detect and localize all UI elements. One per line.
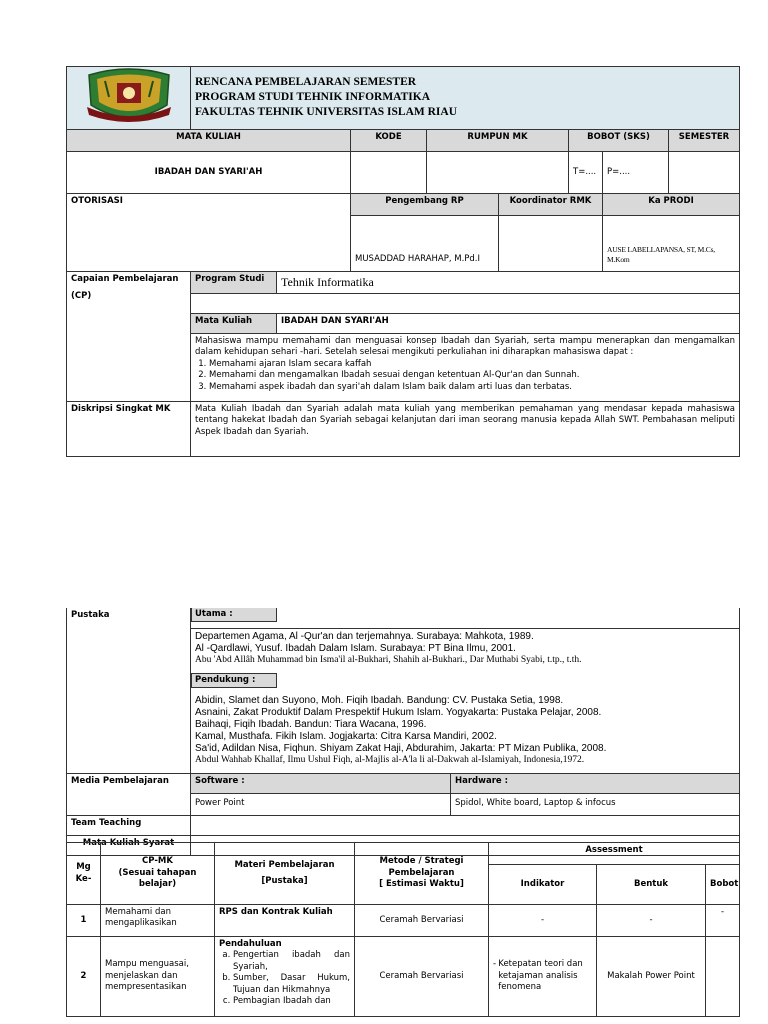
cp-description <box>191 334 740 402</box>
plan-table <box>66 842 740 1017</box>
mk-label: Mata Kuliah <box>191 314 277 334</box>
row-no: 1 <box>67 905 101 937</box>
prodi-label: Program Studi <box>191 272 277 294</box>
team-teaching-value <box>191 815 740 835</box>
title-line-2: PROGRAM STUDI TEHNIK INFORMATIKA <box>195 91 431 104</box>
rps-header-table <box>66 66 740 272</box>
team-teaching-label: Team Teaching <box>67 815 191 835</box>
pendukung-label: Pendukung : <box>191 673 277 688</box>
table-row <box>67 905 740 937</box>
bobot-p: P=.... <box>603 152 669 194</box>
ref-item: Sa'id, Adildan Nisa, Fiqhun. Shiyam Zakat Haji, Abdurahim, Jakarta: PT Mizan Publika, 2008. <box>195 743 607 754</box>
ref-item: Abdul Wahhab Khallaf, Ilmu Ushul Fiqh, al-Majlis al-A'la li al-Dakwah al-Islamiyah, Indonesia,1972. <box>195 755 585 765</box>
blank-row <box>191 294 740 314</box>
pengembang-label: Pengembang RP <box>351 194 499 216</box>
col-rumpun-mk: RUMPUN MK <box>427 130 569 152</box>
mk-syarat-label: Mata Kuliah Syarat <box>67 835 191 855</box>
hardware-value: Spidol, White board, Laptop & infocus <box>451 793 740 815</box>
utama-label: Utama : <box>191 608 277 622</box>
pengembang-name: MUSADDAD HARAHAP, M.Pd.I <box>351 216 499 272</box>
row-bentuk: - <box>597 905 706 937</box>
pustaka-label: Pustaka <box>67 608 191 773</box>
semester-value <box>669 152 740 194</box>
ref-item: Kamal, Musthafa. Fikih Islam. Jogjakarta: Citra Karsa Mandiri, 2002. <box>195 731 497 742</box>
koordinator-label: Koordinator RMK <box>499 194 603 216</box>
hdr-mg: Mg Ke- <box>67 843 101 905</box>
row-materi: Pendahuluan a. Pengertian ibadah dan Syariah, b. Sumber, Dasar Hukum, Tujuan dan Hikmahnya c. Pembagian Ibadah dan <box>215 937 355 1017</box>
ref-item: Al -Qardlawi, Yusuf. Ibadah Dalam Islam. Surabaya: PT Bina Ilmu, 2001. <box>195 642 516 654</box>
kaprodi-label: Ka PRODI <box>603 194 740 216</box>
software-value: Power Point <box>191 793 451 815</box>
row-bobot: - <box>706 905 740 937</box>
ref-item: Asnaini, Zakat Produktif Dalam Prespektif Hukum Islam. Yogyakarta: Pustaka Pelajar, 2008. <box>195 707 602 718</box>
row-indikator: - <box>489 905 597 937</box>
hdr-indikator: Indikator <box>489 865 597 905</box>
cp-item: 2. Memahami dan mengamalkan Ibadah sesuai dengan ketentuan Al-Qur'an dan Sunnah. <box>209 370 735 381</box>
row-no: 2 <box>67 937 101 1017</box>
list-item: c. Pembagian Ibadah dan <box>233 996 350 1007</box>
row-indikator: - Ketepatan teori dan ketajaman analisis fenomena <box>489 937 597 1017</box>
hdr-metode: Metode / Strategi Pembelajaran [ Estimasi Waktu] <box>355 843 489 905</box>
hdr-cpmk: CP-MK (Sesuai tahapan belajar) <box>101 843 215 905</box>
hdr-bentuk: Bentuk <box>597 865 706 905</box>
hdr-bobot: Bobot <box>706 865 740 905</box>
hdr-materi: Materi Pembelajaran [Pustaka] <box>215 843 355 905</box>
col-semester: SEMESTER <box>669 130 740 152</box>
col-kode: KODE <box>351 130 427 152</box>
ref-item: Departemen Agama, Al -Qur'an dan terjemahnya. Surabaya: Mahkota, 1989. <box>195 630 534 642</box>
row-bobot <box>706 937 740 1017</box>
software-label: Software : <box>191 773 451 793</box>
rumpun-value <box>427 152 569 194</box>
table-row <box>67 937 740 1017</box>
utama-tag-cell <box>191 608 740 628</box>
title-line-3: FAKULTAS TEHNIK UNIVERSITAS ISLAM RIAU <box>195 105 458 118</box>
kode-value <box>351 152 427 194</box>
ref-item: Abidin, Slamet dan Suyono, Moh. Fiqih Ibadah. Bandung: CV. Pustaka Setia, 1998. <box>195 695 564 706</box>
list-item: b. Sumber, Dasar Hukum, Tujuan dan Hikmahnya <box>233 973 350 996</box>
cp-intro: Mahasiswa mampu memahami dan menguasai konsep Ibadah dan Syariah, serta mampu menerapkan dan mengamalkan dalam kehidupan sehari -hari. Setelah selesai mengikuti perkuliahan ini diharapkan mahasiswa dapat : <box>195 336 735 358</box>
cp-item: 1. Memahami ajaran Islam secara kaffah <box>209 359 735 370</box>
ref-item: Baihaqi, Fiqih Ibadah. Bandun: Tiara Wacana, 1996. <box>195 719 427 730</box>
deskripsi-label: Diskripsi Singkat MK <box>67 402 191 457</box>
prodi-value: Tehnik Informatika <box>277 272 740 294</box>
title-line-1: RENCANA PEMBELAJARAN SEMESTER <box>195 76 417 89</box>
pendukung-tag-cell <box>191 673 740 693</box>
pendukung-refs <box>191 693 740 773</box>
row-bentuk: Makalah Power Point <box>597 937 706 1017</box>
deskripsi-text: Mata Kuliah Ibadah dan Syariah adalah mata kuliah yang memberikan pemahaman yang mendasar kepada mahasiswa tentang hakekat Ibadah dan Syariah sebagai kelanjutan dari iman seorang manusia kepada Allah SWT. Pembahasan meliputi Aspek Ibadah dan Syariah. <box>191 402 740 457</box>
pustaka-table <box>66 608 740 856</box>
list-item: a. Pengertian ibadah dan Syariah, <box>233 950 350 973</box>
ref-item: Abu 'Abd Allâh Muhammad bin Isma'il al-Bukhari, Shahih al-Bukhari., Dar Muthabi Syabi, t.tp., t.th. <box>195 654 582 665</box>
col-mata-kuliah: MATA KULIAH <box>67 130 351 152</box>
media-label: Media Pembelajaran <box>67 773 191 815</box>
col-bobot: BOBOT (SKS) <box>569 130 669 152</box>
kaprodi-name: AUSE LABELLAPANSA, ST, M.Cs, M.Kom <box>603 216 740 272</box>
row-materi: RPS dan Kontrak Kuliah <box>215 905 355 937</box>
koordinator-name <box>499 216 603 272</box>
utama-refs <box>191 628 740 673</box>
cp-list <box>195 359 735 393</box>
logo-cell <box>67 67 191 130</box>
bobot-t: T=.... <box>569 152 603 194</box>
cp-item: 3. Memahami aspek ibadah dan syari'ah dalam Islam baik dalam arti luas dan terbatas. <box>209 382 735 393</box>
hardware-label: Hardware : <box>451 773 740 793</box>
cp-table <box>66 271 740 457</box>
mk-value: IBADAH DAN SYARI'AH <box>277 314 740 334</box>
course-name: IBADAH DAN SYARI'AH <box>67 152 351 194</box>
row-metode: Ceramah Bervariasi <box>355 905 489 937</box>
otorisasi-label: OTORISASI <box>67 194 351 272</box>
row-cpmk: Mampu menguasai, menjelaskan dan mempresentasikan <box>101 937 215 1017</box>
cp-label: Capaian Pembelajaran (CP) <box>67 272 191 402</box>
document-title <box>191 67 740 130</box>
university-logo-icon <box>79 67 179 127</box>
hdr-assessment: Assessment <box>489 843 740 865</box>
row-cpmk: Memahami dan mengaplikasikan <box>101 905 215 937</box>
row-metode: Ceramah Bervariasi <box>355 937 489 1017</box>
